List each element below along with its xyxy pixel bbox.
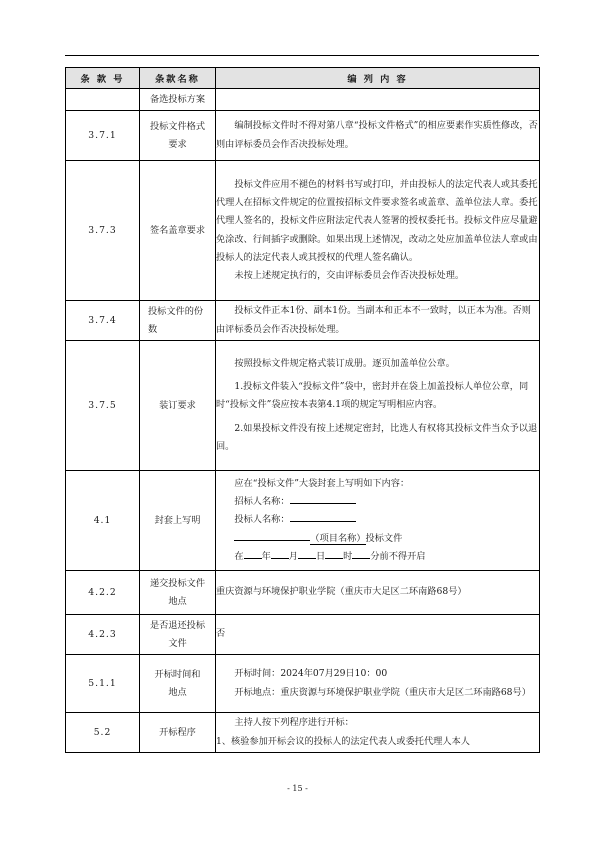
content-paragraph: 1.投标文件装入“投标文件”袋中，密封并在袋上加盖投标人单位公章，同时“投标文件”袋应按本表第4.1项的规定写明相应内容。 (216, 381, 529, 411)
clause-name-line: 开标时间和 (154, 668, 201, 680)
content-line (216, 548, 539, 566)
clause-name-line: 要求 (168, 138, 187, 150)
table-row (66, 615, 540, 655)
blank-line (271, 558, 289, 559)
table-row (66, 89, 540, 111)
clause-name-line: 投标文件格式 (149, 120, 206, 132)
clause-content (216, 615, 540, 655)
clause-number: 3.7.4 (66, 301, 140, 341)
clause-name (140, 655, 216, 713)
label: 时 (343, 550, 353, 562)
clause-number: 3.7.3 (66, 161, 140, 301)
content-paragraph: 2.如果投标文件没有按上述规定密封，比选人有权将其投标文件当众予以退回。 (216, 422, 538, 452)
clause-content (216, 161, 540, 301)
table-row (66, 571, 540, 615)
clause-name-line: 递交投标文件 (149, 577, 206, 589)
header-rule (65, 55, 539, 56)
clause-number: 4.1 (66, 471, 140, 571)
clause-number: 3.7.1 (66, 111, 140, 161)
content-paragraph: 主持人按下列程序进行开标： (234, 717, 354, 729)
clause-name-line: 文件 (168, 637, 187, 649)
table-row (66, 111, 540, 161)
clause-name: 开标程序 (140, 713, 216, 753)
clause-name: 装订要求 (140, 341, 216, 471)
clause-name-line: 地点 (168, 686, 187, 698)
content-line (216, 511, 539, 529)
label: 年 (261, 550, 271, 562)
content-paragraph: 应在“投标文件”大袋封套上写明如下内容： (234, 477, 410, 489)
content-paragraph: 开标时间：2024年07月29日10：00 (234, 668, 388, 680)
label: 投标文件 (365, 532, 403, 544)
clause-number (66, 89, 140, 111)
page-number: - 15 - (287, 784, 308, 793)
clause-name (140, 571, 216, 615)
content-paragraph: 编制投标文件时不得对第八章“投标文件格式”的相应要素作实质性修改，否则由评标委员会作否决投标处理。 (216, 120, 538, 150)
label: 分前不得开启 (370, 550, 426, 562)
clause-number: 5.2 (66, 713, 140, 753)
content-paragraph: 1、核验参加开标会议的投标人的法定代表人或委托代理人本人 (216, 735, 470, 747)
clause-content (216, 341, 540, 471)
clause-name: 备选投标方案 (140, 89, 216, 111)
label: 月 (288, 550, 298, 562)
label: 招标人名称： (234, 496, 290, 508)
table-header-row (66, 68, 540, 89)
table-row (66, 471, 540, 571)
blank-line (234, 540, 310, 541)
blank-line (290, 503, 356, 504)
clause-name-line: 是否退还投标 (149, 619, 206, 631)
clause-name: 封套上写明 (140, 471, 216, 571)
content-paragraph: 投标文件正本1份、副本1份。当副本和正本不一致时，以正本为准。否则由评标委员会作否决投标处理。 (216, 305, 531, 335)
label: 投标人名称： (234, 514, 290, 526)
content-line (216, 530, 539, 548)
table-row (66, 161, 540, 301)
clause-number: 5.1.1 (66, 655, 140, 713)
content-paragraph: 重庆资源与环境保护职业学院（重庆市大足区二环南路68号） (216, 586, 467, 598)
blank-line (352, 558, 370, 559)
clause-content (216, 655, 540, 713)
clause-content (216, 89, 540, 111)
blank-line (244, 558, 262, 559)
content-paragraph: 投标文件应用不褪色的材料书写或打印，并由投标人的法定代表人或其委托代理人在招标文件规定的位置按招标文件要求签名或盖章、盖单位法人章。委托代理人签名的，投标文件应附法定代表人签署的授权委托书。投标文件应尽量避免涂改、行间插字或删除。如果出现上述情况，改动之处应加盖单位法人章或由投标人的法定代表人或其授权的代理人签名确认。 (216, 178, 538, 263)
table-row (66, 655, 540, 713)
label: （项目名称） (310, 532, 366, 544)
table-row (66, 341, 540, 471)
content-paragraph: 按照投标文件规定格式装订成册。逐页加盖单位公章。 (234, 357, 455, 369)
clause-name-line: 地点 (168, 595, 187, 607)
blank-line (325, 558, 343, 559)
header-clause-number: 条 款 号 (66, 68, 140, 89)
blank-line (290, 521, 356, 522)
clause-content (216, 571, 540, 615)
header-content: 编 列 内 容 (216, 68, 540, 89)
content-line (216, 493, 539, 511)
clause-content (216, 471, 540, 571)
clause-content (216, 111, 540, 161)
table-row (66, 301, 540, 341)
blank-line (298, 558, 316, 559)
clause-number: 4.2.3 (66, 615, 140, 655)
clause-name: 签名盖章要求 (140, 161, 216, 301)
clause-number: 3.7.5 (66, 341, 140, 471)
clause-number: 4.2.2 (66, 571, 140, 615)
content-paragraph: 否 (216, 628, 226, 640)
clause-table (65, 67, 540, 753)
clause-name (140, 111, 216, 161)
content-paragraph: 未按上述规定执行的，交由评标委员会作否决投标处理。 (234, 269, 465, 281)
clause-name: 投标文件的份数 (140, 301, 216, 341)
content-paragraph: 开标地点：重庆资源与环境保护职业学院（重庆市大足区二环南路68号） (234, 686, 531, 698)
label: 在 (234, 550, 244, 562)
header-clause-name: 条款名称 (140, 68, 216, 89)
clause-content (216, 301, 540, 341)
table-row (66, 713, 540, 753)
clause-name (140, 615, 216, 655)
label: 日 (315, 550, 326, 562)
clause-content (216, 713, 540, 753)
